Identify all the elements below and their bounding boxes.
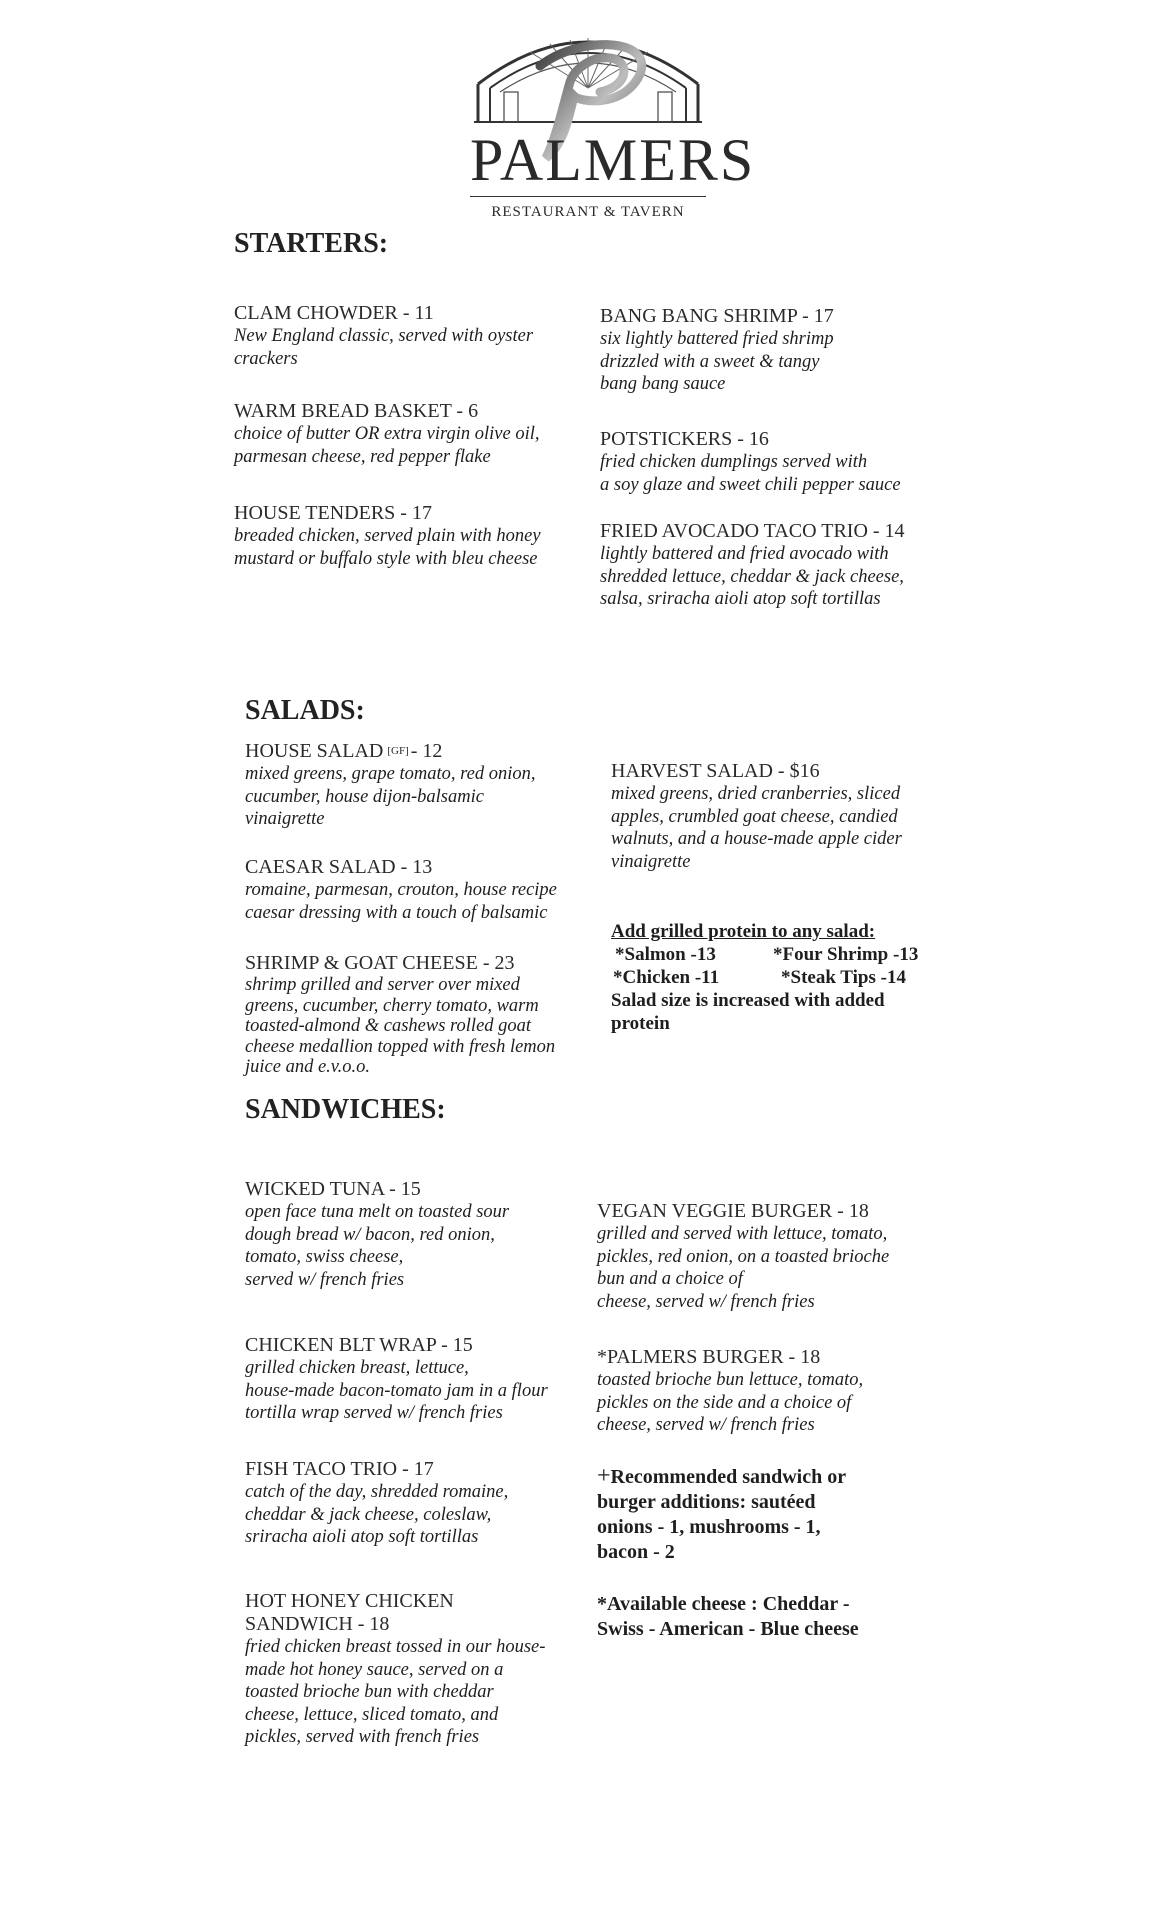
item-name: VEGAN VEGGIE BURGER - 18 <box>597 1200 869 1222</box>
item-description: breaded chicken, served plain with honey mustard or buffalo style with bleu cheese <box>234 526 541 569</box>
additions-text <box>597 1464 897 1565</box>
item-name-text: HOUSE SALAD <box>245 740 384 762</box>
item-description: mixed greens, grape tomato, red onion, cucumber, house dijon-balsamic vinaigrette <box>245 764 536 829</box>
menu-item <box>234 400 604 468</box>
item-name: CHICKEN BLT WRAP - 15 <box>245 1334 473 1356</box>
item-name: HOT HONEY CHICKEN SANDWICH - 18 <box>245 1590 454 1635</box>
item-name: CLAM CHOWDER - 11 <box>234 302 434 324</box>
item-name: WICKED TUNA - 15 <box>245 1178 421 1200</box>
item-description: mixed greens, dried cranberries, sliced apples, crumbled goat cheese, candied walnuts, and a house-made apple cider vinaigrette <box>611 784 902 872</box>
item-description: shrimp grilled and server over mixed greens, cucumber, cherry tomato, warm toasted-almond & cashews rolled goat cheese medallion topped with fresh lemon juice and e.v.o.o. <box>245 975 556 1077</box>
item-description: romaine, parmesan, crouton, house recipe caesar dressing with a touch of balsamic <box>245 880 557 923</box>
item-description: catch of the day, shredded romaine, cheddar & jack cheese, coleslaw, sriracha aioli atop soft tortillas <box>245 1482 509 1547</box>
brand-tagline: RESTAURANT & TAVERN <box>491 204 685 220</box>
logo-divider <box>470 196 706 197</box>
protein-row <box>611 966 961 989</box>
menu-item <box>597 1200 977 1313</box>
sandwiches-heading: SANDWICHES: <box>245 1094 446 1125</box>
item-description: choice of butter OR extra virgin olive oil, parmesan cheese, red pepper flake <box>234 424 540 467</box>
protein-option: *Salmon -13 <box>615 944 716 965</box>
menu-item <box>245 1178 615 1291</box>
menu-item <box>234 302 604 370</box>
item-name: CAESAR SALAD - 13 <box>245 856 433 878</box>
item-name: POTSTICKERS - 16 <box>600 428 769 450</box>
item-description: grilled and served with lettuce, tomato, pickles, red onion, on a toasted brioche bun and a choice of cheese, served w/ french fries <box>597 1224 890 1312</box>
gluten-free-badge: [GF] <box>387 745 409 757</box>
item-name <box>245 740 615 763</box>
menu-item <box>245 1334 615 1425</box>
menu-item <box>600 520 980 611</box>
item-description: toasted brioche bun lettuce, tomato, pickles on the side and a choice of cheese, served w/ french fries <box>597 1370 864 1435</box>
menu-item <box>245 1590 625 1749</box>
menu-item <box>600 428 980 496</box>
protein-option: *Chicken -11 <box>613 967 720 988</box>
menu-item <box>245 740 615 831</box>
restaurant-logo <box>470 26 756 224</box>
item-name: FRIED AVOCADO TACO TRIO - 14 <box>600 520 905 542</box>
menu-item <box>611 760 951 873</box>
protein-option: *Four Shrimp -13 <box>773 944 919 965</box>
item-description: fried chicken breast tossed in our house- made hot honey sauce, served on a toasted brioche bun with cheddar cheese, lettuce, sliced tomato, and pickles, served with french fries <box>245 1637 546 1747</box>
item-price: - 12 <box>410 740 443 762</box>
salads-heading: SALADS: <box>245 695 365 726</box>
item-name: BANG BANG SHRIMP - 17 <box>600 305 834 327</box>
menu-item <box>245 1458 615 1549</box>
item-description: open face tuna melt on toasted sour dough bread w/ bacon, red onion, tomato, swiss cheese, served w/ french fries <box>245 1202 510 1290</box>
menu-item <box>597 1346 977 1437</box>
item-name: HARVEST SALAD - $16 <box>611 760 820 782</box>
additions-body: Recommended sandwich or burger additions: sautéed onions - 1, mushrooms - 1, bacon - 2 <box>597 1466 847 1563</box>
item-description: fried chicken dumplings served with a soy glaze and sweet chili pepper sauce <box>600 452 901 495</box>
protein-footnote: Salad size is increased with added protein <box>611 990 885 1034</box>
item-name: SHRIMP & GOAT CHEESE - 23 <box>245 952 515 974</box>
item-description: New England classic, served with oyster crackers <box>234 326 534 369</box>
item-name: *PALMERS BURGER - 18 <box>597 1346 821 1368</box>
starters-heading: STARTERS: <box>234 228 389 259</box>
item-description: six lightly battered fried shrimp drizzled with a sweet & tangy bang bang sauce <box>600 329 834 394</box>
item-name: HOUSE TENDERS - 17 <box>234 502 432 524</box>
sandwich-additions-note <box>597 1464 917 1565</box>
protein-addon-heading: Add grilled protein to any salad: <box>611 921 876 942</box>
cheese-note-text: *Available cheese : Cheddar - Swiss - American - Blue cheese <box>597 1593 859 1640</box>
menu-item <box>245 952 625 1078</box>
item-description: lightly battered and fried avocado with shredded lettuce, cheddar & jack cheese, salsa, sriracha aioli atop soft tortillas <box>600 544 904 609</box>
protein-row <box>611 943 961 966</box>
menu-item <box>234 502 604 570</box>
plus-icon: + <box>597 1463 611 1489</box>
item-name: FISH TACO TRIO - 17 <box>245 1458 434 1480</box>
protein-addon-panel <box>611 920 961 1035</box>
brand-name: PALMERS <box>470 127 756 193</box>
cheese-note <box>597 1592 917 1642</box>
item-description: grilled chicken breast, lettuce, house-made bacon-tomato jam in a flour tortilla wrap served w/ french fries <box>245 1358 548 1423</box>
item-name: WARM BREAD BASKET - 6 <box>234 400 479 422</box>
menu-item <box>600 305 980 396</box>
protein-option: *Steak Tips -14 <box>781 967 906 988</box>
menu-item <box>245 856 615 924</box>
